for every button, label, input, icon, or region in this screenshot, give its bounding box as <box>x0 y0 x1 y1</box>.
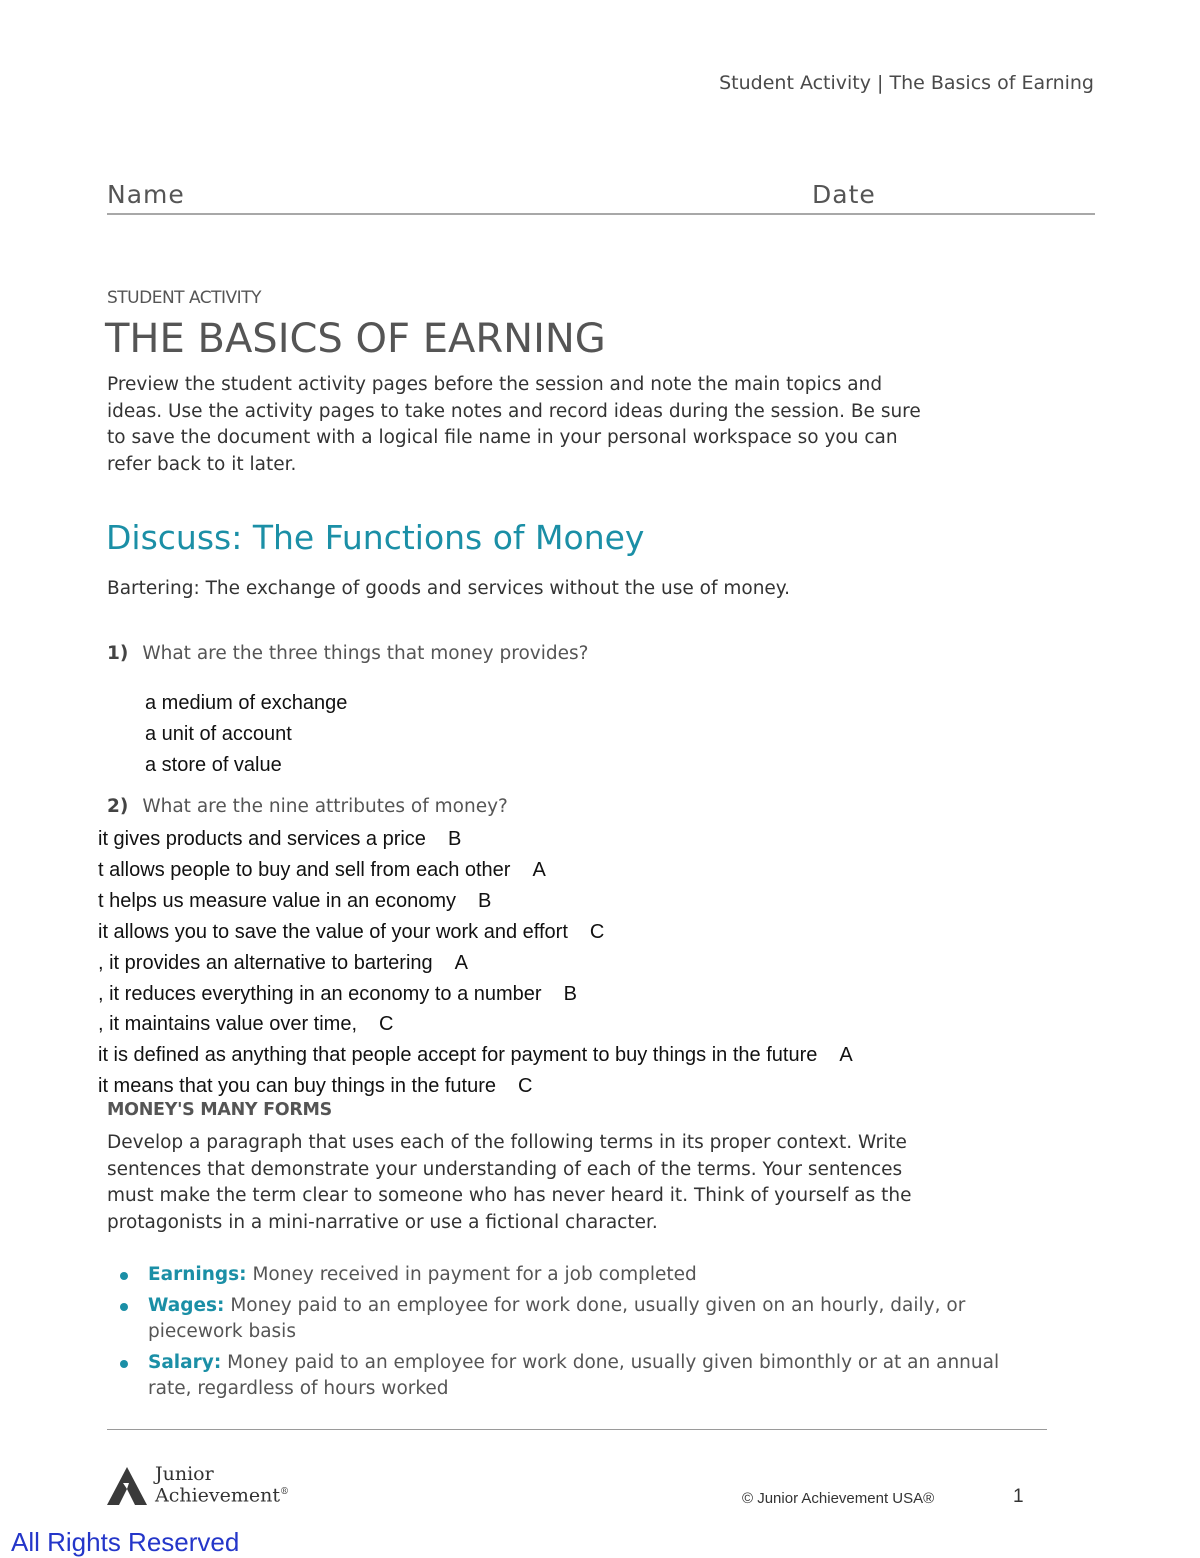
attribute-text: , it provides an alternative to bartering <box>98 952 433 974</box>
attribute-letter: B <box>563 983 577 1005</box>
answer-line[interactable]: a medium of exchange <box>145 692 348 714</box>
term-definition: Money paid to an employee for work done, usually given bimonthly or at an annual rate, regardless of hours worked <box>148 1351 1000 1399</box>
logo-wordmark: Junior Achievement® <box>155 1463 290 1507</box>
attribute-answer[interactable] <box>98 1075 532 1098</box>
date-label: Date <box>812 180 876 209</box>
question-1 <box>107 643 588 664</box>
term-label: Wages: <box>148 1294 225 1316</box>
attribute-answer[interactable] <box>98 983 577 1006</box>
attribute-text: , it reduces everything in an economy to a number <box>98 983 542 1005</box>
attribute-answer[interactable] <box>98 828 461 851</box>
term-definition: Money received in payment for a job completed <box>246 1264 697 1285</box>
attribute-answer[interactable] <box>98 1044 853 1067</box>
attribute-letter: A <box>454 952 468 974</box>
bullet-icon <box>120 1303 128 1311</box>
attribute-answer[interactable] <box>98 1013 393 1036</box>
attribute-text: t allows people to buy and sell from each other <box>98 859 511 881</box>
bartering-definition: Bartering: The exchange of goods and services without the use of money. <box>107 578 791 599</box>
question-number: 1) <box>107 643 129 664</box>
attribute-text: t helps us measure value in an economy <box>98 890 456 912</box>
attribute-text: it allows you to save the value of your work and effort <box>98 921 568 943</box>
attribute-answer[interactable] <box>98 859 546 882</box>
list-item <box>120 1293 1000 1346</box>
attribute-letter: B <box>477 890 492 912</box>
page-title: THE BASICS OF EARNING <box>105 316 606 362</box>
term-label: Earnings: <box>148 1264 247 1285</box>
attribute-letter: A <box>532 859 546 881</box>
attribute-letter: B <box>447 828 462 850</box>
forms-instructions: Develop a paragraph that uses each of the following terms in its proper context. Write sentences that demonstrate your understanding of each of the terms. Your sentences must make the term clear to someone who has never heard it. Think of yourself as the protagonists in a mini-narrative or use a fictional character. <box>107 1132 912 1233</box>
terms-list <box>120 1262 1000 1407</box>
running-header: Student Activity | The Basics of Earning <box>719 72 1094 94</box>
attribute-answer[interactable] <box>98 952 468 975</box>
term-label: Salary: <box>148 1351 222 1373</box>
attribute-text: , it maintains value over time, <box>98 1013 357 1035</box>
answer-line[interactable]: a store of value <box>145 754 282 776</box>
name-label: Name <box>107 180 185 209</box>
activity-eyebrow: STUDENT ACTIVITY <box>107 288 261 308</box>
page-number: 1 <box>1013 1486 1024 1507</box>
attribute-letter: C <box>589 921 605 943</box>
copyright-notice: © Junior Achievement USA® <box>742 1490 935 1507</box>
question-number: 2) <box>107 796 129 817</box>
question-2 <box>107 796 508 817</box>
attribute-letter: C <box>518 1075 533 1097</box>
attribute-answer[interactable] <box>98 890 491 913</box>
name-date-rule[interactable] <box>107 213 1095 215</box>
question-text: What are the three things that money provides? <box>142 643 589 664</box>
forms-heading: MONEY'S MANY FORMS <box>107 1100 332 1120</box>
list-item <box>120 1262 1000 1289</box>
bullet-icon <box>120 1360 128 1368</box>
section-heading: Discuss: The Functions of Money <box>106 518 645 557</box>
list-item <box>120 1350 1000 1403</box>
attribute-answer[interactable] <box>98 921 604 944</box>
attribute-text: it means that you can buy things in the future <box>98 1075 497 1097</box>
term-definition: Money paid to an employee for work done, usually given on an hourly, daily, or piecework basis <box>148 1294 966 1342</box>
watermark-text: All Rights Reserved <box>11 1527 240 1557</box>
footer-rule <box>107 1429 1047 1430</box>
bullet-icon <box>120 1272 128 1280</box>
answer-line[interactable]: a unit of account <box>145 723 292 745</box>
attribute-text: it gives products and services a price <box>98 828 426 850</box>
attribute-letter: C <box>379 1013 394 1035</box>
intro-paragraph: Preview the student activity pages before the session and note the main topics and ideas. Use the activity pages to take notes and record ideas during the session. Be sure to save the document with a logical file name in your personal workspace so you can refer back to it later. <box>107 374 921 475</box>
attribute-letter: A <box>839 1044 853 1066</box>
question-text: What are the nine attributes of money? <box>142 796 508 817</box>
attribute-text: it is defined as anything that people accept for payment to buy things in the future <box>98 1044 818 1066</box>
